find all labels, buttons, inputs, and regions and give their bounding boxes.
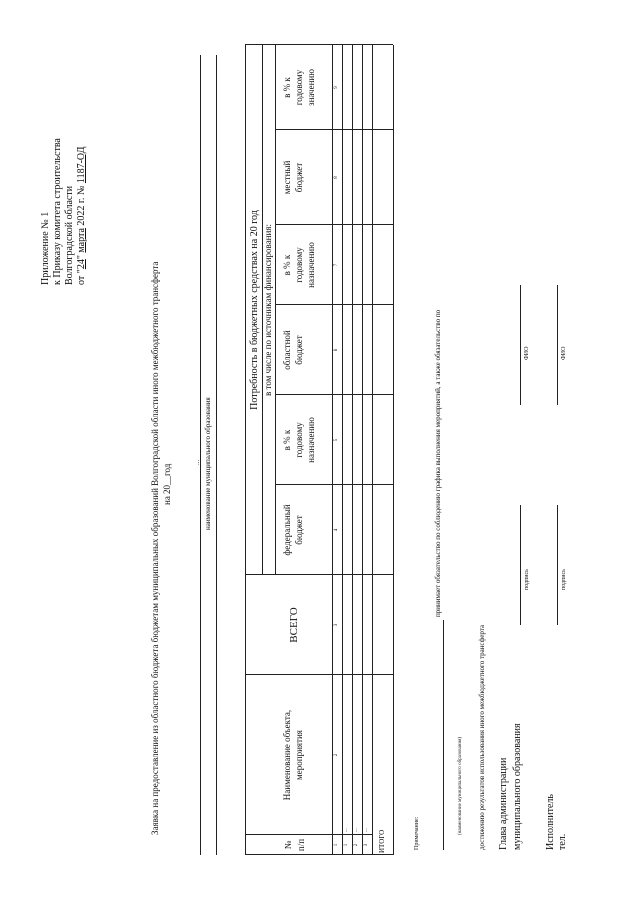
- table-col-line-1: [245, 834, 372, 835]
- note-caption: (наименование муниципального образования): [458, 736, 463, 835]
- header-pct-regional: в % к: [282, 254, 292, 276]
- header-regional: областной: [282, 330, 292, 370]
- header-pct-federal-3: назначению: [306, 417, 316, 463]
- header-sources: в том числе по источникам финансирования:: [263, 224, 273, 396]
- table-line-row2: [352, 45, 353, 855]
- table-border-left: [245, 854, 393, 855]
- executor-signature-line: [557, 505, 558, 625]
- col-number-9: 9: [334, 86, 339, 89]
- col-number-2: 2: [334, 753, 339, 757]
- row-number-2: 2: [354, 843, 359, 847]
- col-number-3: 3: [334, 623, 339, 627]
- table-col-line-2: [245, 674, 393, 675]
- header-federal: федеральный: [282, 504, 292, 556]
- total-row-label: ИТОГО: [378, 829, 386, 853]
- header-pct-regional-3: назначению: [306, 242, 316, 288]
- header-name-2: мероприятия: [294, 730, 304, 780]
- appendix-line-2: к Приказу комитета строительства: [52, 138, 63, 285]
- municipality-line: [200, 55, 201, 855]
- table-line-row4: [372, 45, 373, 855]
- request-title-year: на 20__год: [162, 463, 172, 505]
- municipality-line-2: [216, 55, 217, 855]
- header-name: Наименование объекта,: [282, 709, 292, 801]
- header-total: ВСЕГО: [288, 607, 300, 643]
- row-name-2: ...: [354, 828, 359, 832]
- executor-signature-caption: подпись: [561, 569, 567, 590]
- col-number-1: 1: [334, 843, 339, 847]
- appendix-date-prefix: от ": [76, 269, 87, 285]
- municipality-caption: наименование муниципального образования: [204, 397, 212, 530]
- header-pct-federal: в % к: [282, 429, 292, 451]
- request-title: Заявка на предоставление из областного бюджета бюджетам муниципальных образований Волгоградской области иного межбюджетного трансферта: [150, 261, 160, 835]
- table-line-row1: [342, 45, 343, 855]
- head-title-1: Глава администрации: [498, 757, 509, 850]
- header-pct-local: в % к: [282, 77, 292, 98]
- table-line-sources: [275, 45, 276, 575]
- row-name-3: ...: [364, 828, 369, 832]
- col-number-7: 7: [334, 263, 339, 267]
- note-line-2: достижению результатов использования иного межбюджетного трансферта: [478, 625, 486, 850]
- row-number-3: 3: [364, 843, 369, 847]
- appendix-order-number: 1187-ОД: [76, 146, 87, 184]
- header-need: Потребность в бюджетных средствах на 20 год: [249, 210, 260, 410]
- appendix-line-4: [76, 147, 87, 285]
- header-pct-local-2: годовому: [294, 69, 304, 106]
- appendix-date-year: 2022 г. №: [76, 183, 87, 229]
- col-number-5: 5: [334, 438, 339, 442]
- appendix-date-sep: ": [76, 252, 87, 260]
- header-no: №: [283, 840, 293, 850]
- table-border-top: [245, 45, 246, 855]
- head-signature-caption: подпись: [524, 569, 530, 590]
- executor-fio-caption: ФИО: [561, 346, 567, 360]
- header-federal-2: бюджет: [294, 515, 304, 545]
- col-number-6: 6: [334, 348, 339, 352]
- header-regional-2: бюджет: [294, 335, 304, 365]
- header-pct-regional-2: годовому: [294, 247, 304, 283]
- table-line-row3: [362, 45, 363, 855]
- header-local-2: бюджет: [294, 162, 304, 193]
- header-pct-local-3: значению: [306, 69, 316, 106]
- header-local: местный: [282, 160, 292, 195]
- head-fio-caption: ФИО: [524, 346, 530, 360]
- appendix-line-1: Приложение № 1: [40, 211, 51, 285]
- head-fio-line: [520, 285, 521, 405]
- executor-title: Исполнитель: [545, 794, 556, 850]
- head-signature-line: [520, 505, 521, 625]
- municipality-dots: ...: [193, 459, 201, 465]
- appendix-date-day: 24: [76, 259, 87, 270]
- header-no-2: п/п: [296, 838, 306, 852]
- row-name-1: ...: [344, 828, 349, 832]
- note-commitment: принимает обязательство по соблюдению графика выполнения мероприятий, а также обязательство по: [434, 309, 442, 617]
- col-number-8: 8: [334, 176, 339, 179]
- table-border-bottom: [393, 45, 394, 855]
- executor-phone: тел.: [557, 833, 568, 850]
- row-number-1: 1: [344, 843, 349, 847]
- table-line-colnums: [332, 45, 333, 855]
- municipality-name-line: [443, 620, 444, 850]
- appendix-date-month: марта: [76, 228, 87, 253]
- note-label: Примечание:: [414, 816, 420, 850]
- head-title-2: муниципального образования: [512, 723, 523, 850]
- appendix-line-3: Волгоградской области: [64, 185, 75, 285]
- executor-fio-line: [557, 285, 558, 405]
- header-pct-federal-2: годовому: [294, 422, 304, 458]
- col-number-4: 4: [334, 528, 339, 532]
